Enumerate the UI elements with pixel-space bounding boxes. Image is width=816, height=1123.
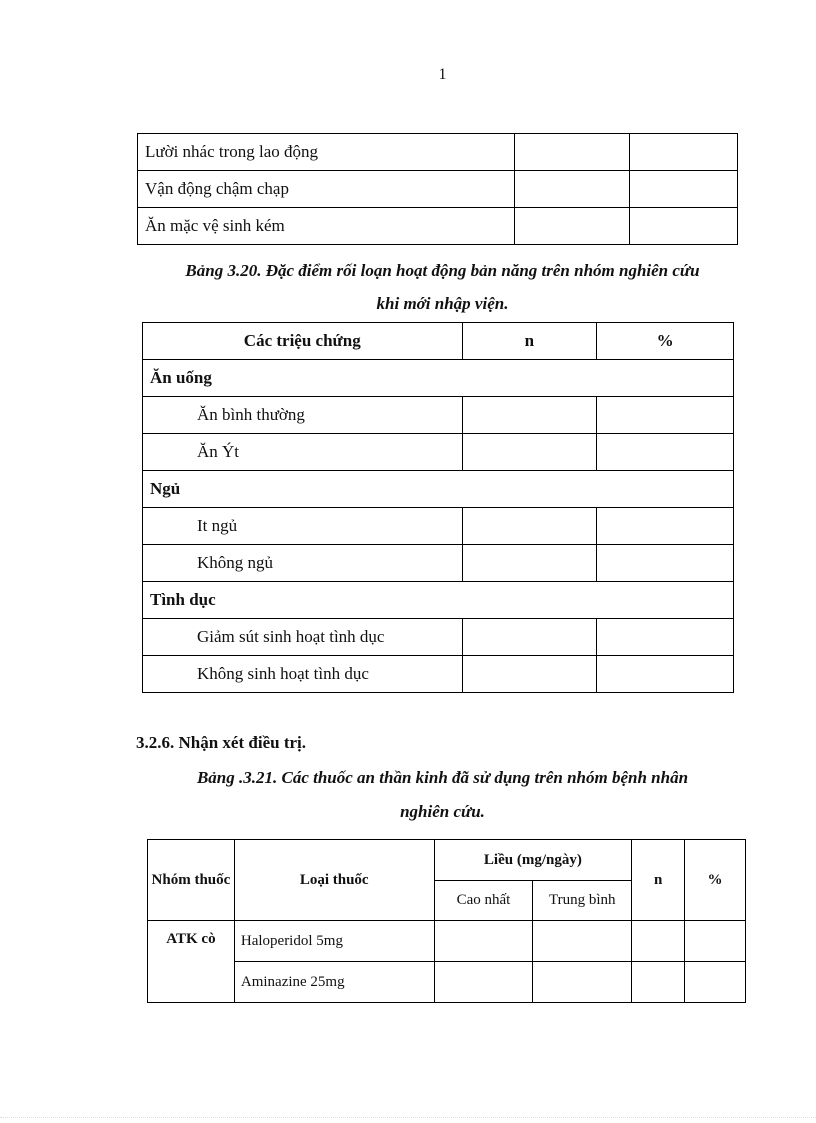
drug-name: Haloperidol 5mg [234,921,434,962]
cell-empty [515,208,630,245]
header-drug-group: Nhóm thuốc [148,840,235,921]
item-label: Giảm sút sinh hoạt tình dục [143,619,463,656]
cell-empty [685,921,746,962]
cell-empty [630,171,738,208]
cell-empty [597,619,734,656]
table-row [143,656,734,693]
cell-empty [462,619,597,656]
table-row [143,397,734,434]
cell-empty [630,208,738,245]
group-row [143,582,734,619]
header-n: n [462,323,597,360]
page-number: 1 [438,66,447,83]
item-label: It ngủ [143,508,463,545]
header-drug-type: Loại thuốc [234,840,434,921]
table-caption-3-20-line2: khi mới nhập viện. [376,294,509,313]
cell-empty [462,545,597,582]
cell-empty [597,545,734,582]
row-label: Lười nhác trong lao động [138,134,515,171]
table-row [143,508,734,545]
cell-empty [434,962,533,1003]
table-row [138,208,738,245]
table-row [143,619,734,656]
group-row [143,471,734,508]
item-label: Ăn bình thường [143,397,463,434]
cell-empty [630,134,738,171]
cell-empty [515,171,630,208]
table-3-20 [142,322,734,693]
header-percent: % [597,323,734,360]
drug-name: Aminazine 25mg [234,962,434,1003]
group-row [143,360,734,397]
cell-empty [597,656,734,693]
cell-empty [462,508,597,545]
header-dose-avg: Trung bình [533,881,632,921]
header-dose: Liều (mg/ngày) [434,840,632,881]
row-label: Vận động chậm chạp [138,171,515,208]
table-header-row [148,840,746,881]
table-caption-3-21: Bảng .3.21. Các thuốc an thần kinh đã sử dụng trên nhóm bệnh nhân [196,768,689,787]
cell-empty [597,508,734,545]
cell-empty [533,921,632,962]
table-previous-continued [137,133,738,245]
group-label: Ăn uống [143,360,734,397]
item-label: Không sinh hoạt tình dục [143,656,463,693]
group-label: Ngủ [143,471,734,508]
cell-empty [462,434,597,471]
table-row [138,134,738,171]
cell-empty [685,962,746,1003]
table-header-row [143,323,734,360]
cell-empty [462,397,597,434]
table-row [138,171,738,208]
row-label: Ăn mặc vệ sinh kém [138,208,515,245]
table-row [143,434,734,471]
table-caption-3-20: Bảng 3.20. Đặc điểm rối loạn hoạt động bản năng trên nhóm nghiên cứu [185,261,700,280]
group-label: Tình dục [143,582,734,619]
table-row [143,545,734,582]
header-symptoms: Các triệu chứng [143,323,463,360]
header-n: n [632,840,685,921]
cell-empty [533,962,632,1003]
cell-empty [597,434,734,471]
header-percent: % [685,840,746,921]
cell-empty [462,656,597,693]
cell-empty [597,397,734,434]
page-footer-line [0,1117,816,1118]
item-label: Không ngủ [143,545,463,582]
item-label: Ăn Ýt [143,434,463,471]
cell-empty [632,962,685,1003]
section-heading: 3.2.6. Nhận xét điều trị. [136,733,306,752]
drug-group-label: ATK cò [148,921,235,1003]
cell-empty [434,921,533,962]
cell-empty [515,134,630,171]
header-dose-max: Cao nhất [434,881,533,921]
table-3-21 [147,839,746,1003]
table-row [148,921,746,962]
table-row [148,962,746,1003]
table-caption-3-21-line2: nghiên cứu. [400,802,485,821]
cell-empty [632,921,685,962]
